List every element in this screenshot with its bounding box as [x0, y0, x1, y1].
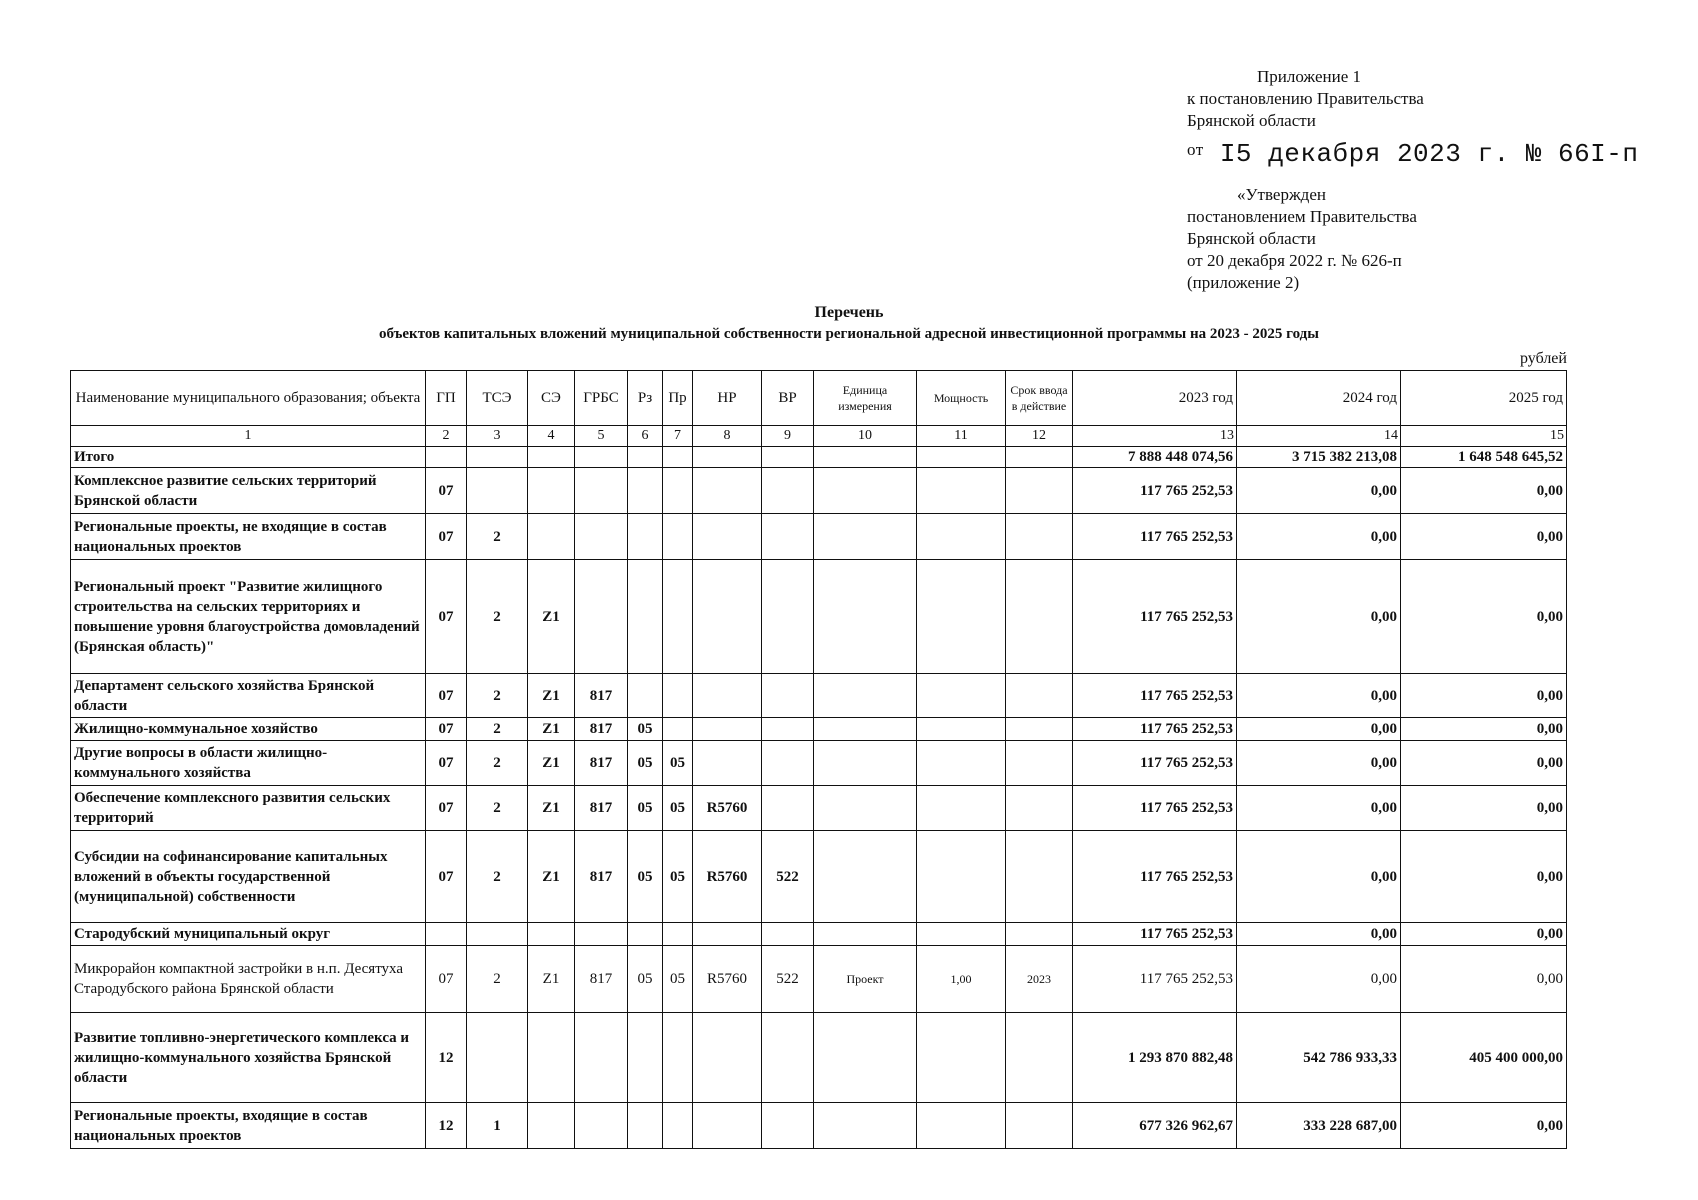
column-number: 12	[1006, 426, 1073, 447]
approved-line-5: (приложение 2)	[1187, 273, 1300, 292]
cell-tse: 1	[467, 1103, 528, 1149]
cell-grbs	[575, 923, 628, 946]
cell-term	[1006, 786, 1073, 831]
cell-nr	[693, 741, 762, 786]
column-number: 5	[575, 426, 628, 447]
cell-se	[528, 1103, 575, 1149]
col-header: ВР	[762, 371, 814, 426]
cell-power	[917, 514, 1006, 560]
col-header: СЭ	[528, 371, 575, 426]
cell-pr: 05	[663, 946, 693, 1013]
col-header: 2025 год	[1401, 371, 1567, 426]
cell-pr	[663, 674, 693, 718]
cell-2025: 0,00	[1401, 946, 1567, 1013]
cell-gp: 07	[426, 468, 467, 514]
cell-term: 2023	[1006, 946, 1073, 1013]
cell-rz: 05	[628, 831, 663, 923]
stamp-prefix: от	[1187, 140, 1204, 159]
cell-2024: 0,00	[1237, 831, 1401, 923]
column-number: 1	[71, 426, 426, 447]
cell-2024: 542 786 933,33	[1237, 1013, 1401, 1103]
document-subtitle: объектов капитальных вложений муниципальной собственности региональной адресной инвестиционной программы на 2023 - 2025 годы	[379, 326, 1319, 342]
cell-pr	[663, 514, 693, 560]
cell-grbs	[575, 560, 628, 674]
col-header: Рз	[628, 371, 663, 426]
cell-term	[1006, 447, 1073, 468]
column-number: 4	[528, 426, 575, 447]
cell-grbs: 817	[575, 786, 628, 831]
cell-power	[917, 560, 1006, 674]
cell-vr	[762, 1013, 814, 1103]
cell-rz: 05	[628, 741, 663, 786]
cell-unit	[814, 674, 917, 718]
cell-grbs	[575, 468, 628, 514]
cell-vr: 522	[762, 831, 814, 923]
row-name: Комплексное развитие сельских территорий Брянской области	[71, 468, 426, 514]
col-header: ГП	[426, 371, 467, 426]
cell-grbs: 817	[575, 741, 628, 786]
cell-rz: 05	[628, 946, 663, 1013]
cell-rz	[628, 514, 663, 560]
cell-grbs: 817	[575, 674, 628, 718]
cell-gp: 07	[426, 718, 467, 741]
cell-pr	[663, 923, 693, 946]
cell-vr	[762, 560, 814, 674]
cell-tse: 2	[467, 946, 528, 1013]
cell-se	[528, 468, 575, 514]
cell-term	[1006, 741, 1073, 786]
table-row	[71, 923, 1567, 946]
cell-pr: 05	[663, 741, 693, 786]
cell-term	[1006, 468, 1073, 514]
cell-nr	[693, 718, 762, 741]
cell-2025: 0,00	[1401, 674, 1567, 718]
cell-power	[917, 1013, 1006, 1103]
cell-rz	[628, 447, 663, 468]
table-row	[71, 786, 1567, 831]
cell-vr	[762, 741, 814, 786]
cell-grbs	[575, 1013, 628, 1103]
cell-gp: 12	[426, 1013, 467, 1103]
stamp-text: I5 декабря 2023 г. № 66I-п	[1219, 139, 1639, 169]
col-header: 2024 год	[1237, 371, 1401, 426]
cell-rz: 05	[628, 718, 663, 741]
cell-tse: 2	[467, 718, 528, 741]
cell-term	[1006, 674, 1073, 718]
cell-gp: 07	[426, 946, 467, 1013]
cell-se: Z1	[528, 946, 575, 1013]
cell-2025: 405 400 000,00	[1401, 1013, 1567, 1103]
cell-se: Z1	[528, 674, 575, 718]
cell-power	[917, 718, 1006, 741]
cell-unit	[814, 718, 917, 741]
approved-line-2: постановлением Правительства	[1187, 207, 1417, 226]
cell-tse	[467, 468, 528, 514]
table-header-row	[71, 371, 1567, 426]
approved-line-3: Брянской области	[1187, 229, 1316, 248]
col-header: Срок ввода в действие	[1006, 371, 1073, 426]
cell-power: 1,00	[917, 946, 1006, 1013]
cell-2024: 0,00	[1237, 674, 1401, 718]
cell-2023: 117 765 252,53	[1073, 674, 1237, 718]
cell-unit	[814, 1103, 917, 1149]
row-name: Итого	[71, 447, 426, 468]
cell-nr: R5760	[693, 946, 762, 1013]
cell-term	[1006, 718, 1073, 741]
column-number: 3	[467, 426, 528, 447]
cell-2025: 0,00	[1401, 923, 1567, 946]
cell-pr	[663, 1103, 693, 1149]
cell-grbs: 817	[575, 831, 628, 923]
row-name: Обеспечение комплексного развития сельских территорий	[71, 786, 426, 831]
column-number: 7	[663, 426, 693, 447]
column-number: 13	[1073, 426, 1237, 447]
cell-2025: 0,00	[1401, 741, 1567, 786]
col-header: НР	[693, 371, 762, 426]
row-name: Субсидии на софинансирование капитальных вложений в объекты государственной (муниципальной) собственности	[71, 831, 426, 923]
cell-2025: 0,00	[1401, 560, 1567, 674]
cell-vr	[762, 674, 814, 718]
cell-unit	[814, 514, 917, 560]
cell-grbs	[575, 447, 628, 468]
cell-tse: 2	[467, 831, 528, 923]
row-name: Департамент сельского хозяйства Брянской области	[71, 674, 426, 718]
cell-2025: 0,00	[1401, 831, 1567, 923]
cell-vr	[762, 447, 814, 468]
col-header: 2023 год	[1073, 371, 1237, 426]
cell-2025: 0,00	[1401, 786, 1567, 831]
cell-2024: 0,00	[1237, 718, 1401, 741]
col-header: Единица измерения	[814, 371, 917, 426]
cell-gp: 07	[426, 786, 467, 831]
row-name: Стародубский муниципальный округ	[71, 923, 426, 946]
cell-nr	[693, 468, 762, 514]
cell-pr	[663, 468, 693, 514]
cell-2023: 677 326 962,67	[1073, 1103, 1237, 1149]
cell-se: Z1	[528, 718, 575, 741]
cell-rz	[628, 560, 663, 674]
cell-nr	[693, 447, 762, 468]
cell-2023: 117 765 252,53	[1073, 718, 1237, 741]
cell-tse: 2	[467, 560, 528, 674]
cell-2025: 0,00	[1401, 718, 1567, 741]
table-row	[71, 741, 1567, 786]
column-number: 8	[693, 426, 762, 447]
cell-power	[917, 831, 1006, 923]
units-label: рублей	[1520, 350, 1567, 367]
cell-nr: R5760	[693, 831, 762, 923]
cell-2025: 0,00	[1401, 1103, 1567, 1149]
table-row	[71, 1013, 1567, 1103]
region-line: Брянской области	[1187, 111, 1316, 130]
column-number: 6	[628, 426, 663, 447]
column-number: 2	[426, 426, 467, 447]
cell-tse: 2	[467, 674, 528, 718]
row-name: Микрорайон компактной застройки в н.п. Десятуха Стародубского района Брянской области	[71, 946, 426, 1013]
cell-nr	[693, 1103, 762, 1149]
cell-2025: 0,00	[1401, 514, 1567, 560]
document-title: Перечень	[814, 304, 884, 321]
cell-nr	[693, 514, 762, 560]
cell-nr	[693, 674, 762, 718]
column-number: 15	[1401, 426, 1567, 447]
cell-se	[528, 1013, 575, 1103]
col-header: Наименование муниципального образования; объекта	[71, 371, 426, 426]
cell-unit: Проект	[814, 946, 917, 1013]
table-row	[71, 831, 1567, 923]
table-row	[71, 1103, 1567, 1149]
cell-nr	[693, 1013, 762, 1103]
cell-power	[917, 786, 1006, 831]
date-number-stamp	[1187, 132, 1667, 172]
cell-2023: 117 765 252,53	[1073, 831, 1237, 923]
cell-unit	[814, 447, 917, 468]
cell-2024: 0,00	[1237, 741, 1401, 786]
cell-se	[528, 447, 575, 468]
cell-vr: 522	[762, 946, 814, 1013]
cell-se	[528, 514, 575, 560]
cell-se: Z1	[528, 741, 575, 786]
cell-tse: 2	[467, 514, 528, 560]
appendix-label: Приложение 1	[1257, 67, 1361, 86]
cell-gp: 07	[426, 741, 467, 786]
cell-2024: 0,00	[1237, 923, 1401, 946]
cell-tse	[467, 923, 528, 946]
cell-pr: 05	[663, 831, 693, 923]
table-row	[71, 560, 1567, 674]
document-header	[1187, 66, 1667, 294]
cell-term	[1006, 923, 1073, 946]
cell-2024: 0,00	[1237, 514, 1401, 560]
cell-tse: 2	[467, 786, 528, 831]
cell-rz	[628, 923, 663, 946]
table-row	[71, 674, 1567, 718]
cell-unit	[814, 1013, 917, 1103]
cell-power	[917, 923, 1006, 946]
cell-unit	[814, 468, 917, 514]
approved-label: «Утвержден	[1237, 185, 1326, 204]
cell-power	[917, 468, 1006, 514]
cell-term	[1006, 1103, 1073, 1149]
cell-gp: 07	[426, 674, 467, 718]
table-row	[71, 718, 1567, 741]
cell-2023: 117 765 252,53	[1073, 514, 1237, 560]
row-name: Другие вопросы в области жилищно-коммунального хозяйства	[71, 741, 426, 786]
cell-gp: 07	[426, 514, 467, 560]
column-number: 11	[917, 426, 1006, 447]
cell-nr	[693, 560, 762, 674]
cell-pr	[663, 718, 693, 741]
table-row	[71, 468, 1567, 514]
cell-vr	[762, 786, 814, 831]
cell-unit	[814, 786, 917, 831]
cell-rz	[628, 468, 663, 514]
approved-line-4: от 20 декабря 2022 г. № 626-п	[1187, 251, 1402, 270]
cell-unit	[814, 923, 917, 946]
row-name: Региональные проекты, входящие в состав национальных проектов	[71, 1103, 426, 1149]
cell-rz: 05	[628, 786, 663, 831]
cell-gp: 07	[426, 831, 467, 923]
cell-vr	[762, 923, 814, 946]
cell-2024: 0,00	[1237, 946, 1401, 1013]
cell-tse: 2	[467, 741, 528, 786]
cell-se: Z1	[528, 786, 575, 831]
cell-power	[917, 447, 1006, 468]
cell-power	[917, 741, 1006, 786]
cell-tse	[467, 447, 528, 468]
cell-grbs: 817	[575, 718, 628, 741]
column-number: 9	[762, 426, 814, 447]
cell-2023: 117 765 252,53	[1073, 946, 1237, 1013]
cell-tse	[467, 1013, 528, 1103]
cell-pr	[663, 1013, 693, 1103]
cell-vr	[762, 468, 814, 514]
cell-unit	[814, 831, 917, 923]
cell-se: Z1	[528, 560, 575, 674]
cell-term	[1006, 1013, 1073, 1103]
cell-term	[1006, 831, 1073, 923]
cell-rz	[628, 674, 663, 718]
cell-pr: 05	[663, 786, 693, 831]
column-number-row	[71, 426, 1567, 447]
cell-nr: R5760	[693, 786, 762, 831]
cell-2024: 333 228 687,00	[1237, 1103, 1401, 1149]
cell-2024: 3 715 382 213,08	[1237, 447, 1401, 468]
cell-pr	[663, 560, 693, 674]
cell-se: Z1	[528, 831, 575, 923]
cell-2024: 0,00	[1237, 786, 1401, 831]
cell-pr	[663, 447, 693, 468]
cell-gp	[426, 923, 467, 946]
cell-gp: 12	[426, 1103, 467, 1149]
cell-rz	[628, 1103, 663, 1149]
row-name: Региональные проекты, не входящие в состав национальных проектов	[71, 514, 426, 560]
cell-vr	[762, 1103, 814, 1149]
cell-grbs: 817	[575, 946, 628, 1013]
cell-2023: 117 765 252,53	[1073, 786, 1237, 831]
column-number: 10	[814, 426, 917, 447]
cell-rz	[628, 1013, 663, 1103]
cell-unit	[814, 560, 917, 674]
row-name: Жилищно-коммунальное хозяйство	[71, 718, 426, 741]
cell-2024: 0,00	[1237, 468, 1401, 514]
cell-term	[1006, 560, 1073, 674]
investment-table	[70, 370, 1567, 1149]
cell-unit	[814, 741, 917, 786]
cell-power	[917, 1103, 1006, 1149]
col-header: Мощность	[917, 371, 1006, 426]
cell-gp	[426, 447, 467, 468]
cell-2023: 117 765 252,53	[1073, 468, 1237, 514]
table-row	[71, 447, 1567, 468]
table-row	[71, 946, 1567, 1013]
cell-2025: 0,00	[1401, 468, 1567, 514]
col-header: Пр	[663, 371, 693, 426]
cell-2025: 1 648 548 645,52	[1401, 447, 1567, 468]
cell-grbs	[575, 514, 628, 560]
cell-power	[917, 674, 1006, 718]
cell-se	[528, 923, 575, 946]
cell-2024: 0,00	[1237, 560, 1401, 674]
table-row	[71, 514, 1567, 560]
cell-2023: 1 293 870 882,48	[1073, 1013, 1237, 1103]
cell-gp: 07	[426, 560, 467, 674]
resolution-line: к постановлению Правительства	[1187, 89, 1424, 108]
cell-2023: 7 888 448 074,56	[1073, 447, 1237, 468]
cell-grbs	[575, 1103, 628, 1149]
col-header: ТСЭ	[467, 371, 528, 426]
column-number: 14	[1237, 426, 1401, 447]
cell-2023: 117 765 252,53	[1073, 923, 1237, 946]
row-name: Региональный проект "Развитие жилищного строительства на сельских территориях и повышение уровня благоустройства домовладений (Брянская область)"	[71, 560, 426, 674]
row-name: Развитие топливно-энергетического комплекса и жилищно-коммунального хозяйства Брянской области	[71, 1013, 426, 1103]
col-header: ГРБС	[575, 371, 628, 426]
cell-2023: 117 765 252,53	[1073, 560, 1237, 674]
cell-vr	[762, 514, 814, 560]
cell-term	[1006, 514, 1073, 560]
cell-vr	[762, 718, 814, 741]
cell-2023: 117 765 252,53	[1073, 741, 1237, 786]
cell-nr	[693, 923, 762, 946]
